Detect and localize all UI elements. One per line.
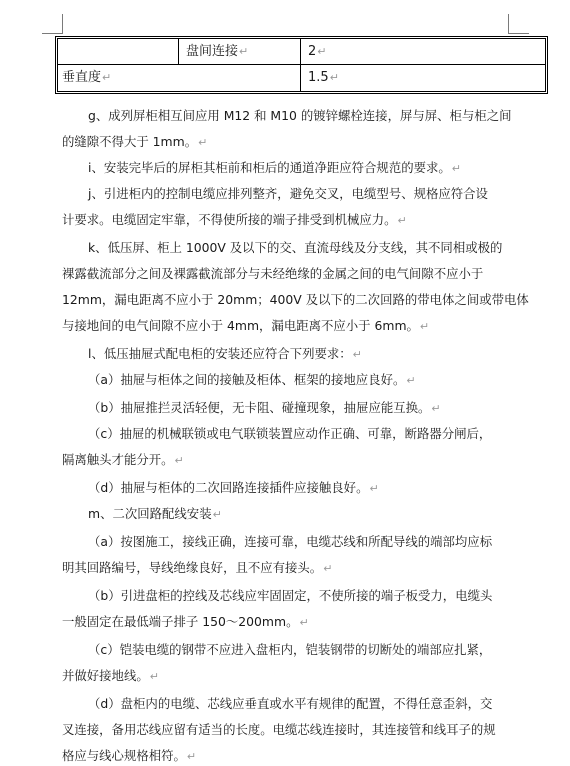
crop-mark-right-v	[508, 14, 509, 34]
crop-mark-right-h	[509, 33, 529, 34]
table-row	[58, 65, 545, 91]
paragraph-line: j、引进柜内的控制电缆应排列整齐，避免交叉，电缆型号、规格应符合设	[88, 186, 488, 201]
paragraph-line: （b）引进盘柜的控线及芯线应牢固固定，不使所接的端子板受力，电缆头	[88, 588, 493, 603]
paragraph-line: 裸露截流部分之间及裸露截流部分与未经绝缘的金属之间的电气间隙不应小于	[62, 266, 484, 281]
paragraph-line: （a）按图施工，接线正确，连接可靠，电缆芯线和所配导线的端部均应标	[88, 534, 493, 549]
table-cell-value: 1.5↵	[308, 70, 339, 85]
paragraph-line: （b）抽屉推拦灵活轻便，无卡阻、碰撞现象，抽屉应能互换。↵	[88, 400, 441, 415]
paragraph-line: 格应与线心规格相符。↵	[62, 748, 197, 763]
paragraph-line: 隔离触头才能分开。↵	[62, 452, 184, 467]
paragraph-line: l、低压抽屉式配电柜的安装还应符合下列要求：↵	[88, 346, 362, 361]
crop-mark-left-h	[42, 33, 62, 34]
paragraph-line: 与接地间的电气间隙不应小于 4mm，漏电距离不应小于 6mm。↵	[62, 318, 430, 333]
paragraph-line: 一般固定在最低端子排子 150～200mm。↵	[62, 614, 309, 629]
spec-table	[55, 36, 548, 94]
paragraph-line: i、安装完毕后的屏柜其柜前和柜后的通道净距应符合规范的要求。↵	[88, 160, 461, 175]
paragraph-line: g、成列屏柜相互间应用 M12 和 M10 的镀锌螺栓连接，屏与屏、柜与柜之间	[88, 108, 512, 123]
table-divider	[178, 39, 179, 64]
table-row	[58, 39, 545, 65]
table-divider	[300, 65, 301, 91]
paragraph-line: 的缝隙不得大于 1mm。↵	[62, 134, 208, 149]
paragraph-line: （d）盘柜内的电缆、芯线应垂直或水平有规律的配置，不得任意歪斜，交	[88, 696, 493, 711]
table-cell-value: 2↵	[308, 44, 327, 59]
crop-mark-left-v	[62, 14, 63, 34]
table-cell-label: 垂直度↵	[62, 70, 112, 85]
paragraph-line: 叉连接，备用芯线应留有适当的长度。电缆芯线连接时，其连接管和线耳子的规	[62, 722, 496, 737]
paragraph-line: 计要求。电缆固定牢靠，不得使所接的端子排受到机械应力。↵	[62, 212, 407, 227]
paragraph-line: （c）铠装电缆的钢带不应进入盘柜内，铠装钢带的切断处的端部应扎紧，	[88, 642, 492, 657]
paragraph-line: 明其回路编号，导线绝缘良好，且不应有接头。↵	[62, 560, 333, 575]
paragraph-line: （d）抽屉与柜体的二次回路连接插件应接触良好。↵	[88, 480, 379, 495]
paragraph-line: （c）抽屉的机械联锁或电气联锁装置应动作正确、可靠，断路器分闸后，	[88, 426, 492, 441]
table-cell-sublabel: 盘间连接↵	[186, 44, 249, 59]
table-divider	[300, 39, 301, 64]
paragraph-line: （a）抽屉与柜体之间的接触及柜体、框架的接地应良好。↵	[88, 372, 416, 387]
paragraph-line: 12mm，漏电距离不应小于 20mm；400V 及以下的二次回路的带电体之间或带电体	[62, 292, 529, 307]
paragraph-line: m、二次回路配线安装↵	[88, 506, 222, 521]
paragraph-line: 并做好接地线。↵	[62, 668, 159, 683]
paragraph-line: k、低压屏、柜上 1000V 及以下的交、直流母线及分支线，其不同相或极的	[88, 240, 503, 255]
